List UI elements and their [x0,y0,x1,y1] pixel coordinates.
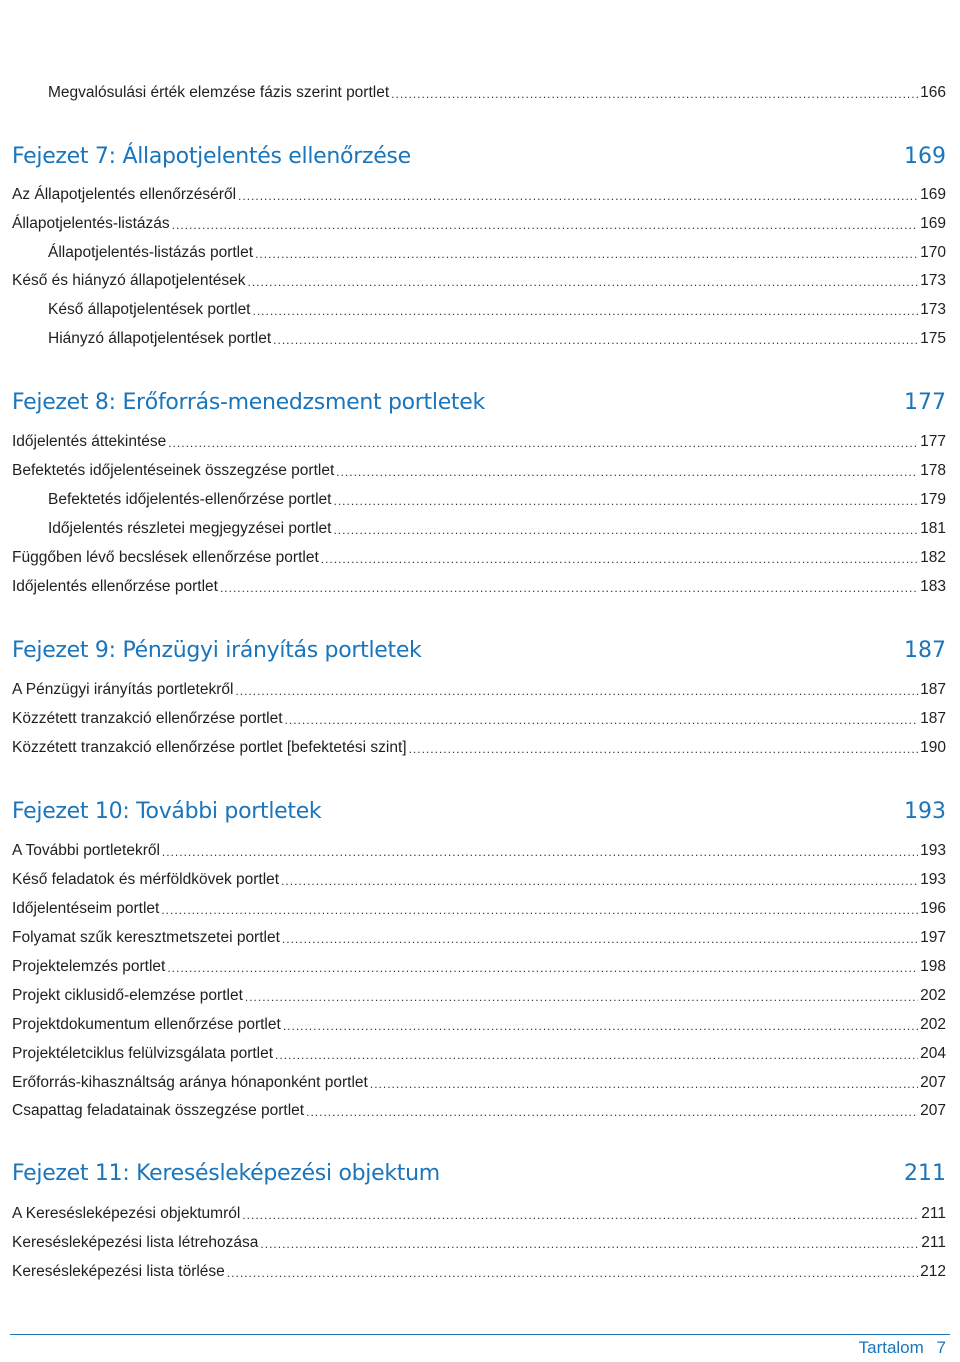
entry-title: Állapotjelentés-listázás [12,215,170,232]
entry-page-number: 170 [920,244,946,261]
entry-page-number: 211 [921,1205,946,1222]
dot-leader [391,86,918,102]
chapter-page-number: 177 [904,390,946,415]
dot-leader [172,217,918,233]
entry-page-number: 178 [920,462,946,479]
dot-leader [333,493,918,509]
dot-leader [321,551,918,567]
dot-leader [162,844,918,860]
dot-leader [281,873,918,889]
entry-page-number: 190 [920,739,946,756]
toc-entry[interactable] [12,1096,946,1120]
toc-entry[interactable] [12,266,946,290]
toc-entry[interactable] [12,180,946,204]
dot-leader [235,683,918,699]
dot-leader [273,332,918,348]
toc-entry[interactable] [12,1199,946,1223]
toc-entry[interactable] [48,78,946,102]
entry-page-number: 173 [920,301,946,318]
entry-page-number: 187 [920,710,946,727]
entry-page-number: 207 [920,1074,946,1091]
toc-entry[interactable] [12,865,946,889]
entry-title: Időjelentés ellenőrzése portlet [12,578,218,595]
entry-title: Projekt ciklusidő-elemzése portlet [12,987,243,1004]
entry-title: Időjelentéseim portlet [12,900,160,917]
entry-title: Projektéletciklus felülvizsgálata portlet [12,1045,274,1062]
chapter-page-number: 193 [904,799,946,824]
entry-title: Késő feladatok és mérföldkövek portlet [12,871,280,888]
toc-entry[interactable] [12,1257,946,1281]
toc-entry[interactable] [12,572,946,596]
entry-title: Függőben lévő becslések ellenőrzése portlet [12,549,319,566]
dot-leader [282,931,918,947]
entry-page-number: 183 [920,578,946,595]
toc-entry[interactable] [48,324,946,348]
entry-page-number: 197 [920,929,946,946]
entry-title: Csapattag feladatainak összegzése portlet [12,1102,305,1119]
toc-entry[interactable] [48,238,946,262]
entry-title: Késő állapotjelentések portlet [48,301,251,318]
dot-leader [260,1236,919,1252]
dot-leader [336,464,918,480]
toc-entry[interactable] [12,427,946,451]
toc-entry[interactable] [12,923,946,947]
toc-chapter-heading[interactable] [12,1157,946,1187]
entry-page-number: 198 [920,958,946,975]
entry-page-number: 169 [920,186,946,203]
toc-entry[interactable] [12,836,946,860]
entry-title: A További portletekről [12,842,160,859]
entry-title: Projektelemzés portlet [12,958,166,975]
entry-title: Időjelentés részletei megjegyzései portlet [48,520,332,537]
toc-entry[interactable] [12,1228,946,1252]
toc-entry[interactable] [12,543,946,567]
footer-page-number: 7 [936,1338,946,1357]
toc-entry[interactable] [12,894,946,918]
entry-title: Befektetés időjelentéseinek összegzése portlet [12,462,335,479]
footer-label: Tartalom [858,1338,924,1357]
entry-page-number: 204 [920,1045,946,1062]
dot-leader [370,1076,918,1092]
toc-entry[interactable] [48,295,946,319]
entry-page-number: 181 [920,520,946,537]
entry-title: Közzétett tranzakció ellenőrzése portlet [befektetési szint] [12,739,407,756]
dot-leader [255,246,918,262]
entry-title: Keresésleképezési lista létrehozása [12,1234,259,1251]
entry-page-number: 207 [920,1102,946,1119]
toc-entry[interactable] [12,675,946,699]
dot-leader [238,188,918,204]
entry-page-number: 193 [920,871,946,888]
dot-leader [333,522,918,538]
toc-chapter-heading[interactable] [12,634,946,664]
chapter-title: Fejezet 7: Állapotjelentés ellenőrzése [12,144,411,169]
entry-title: Állapotjelentés-listázás portlet [48,244,254,261]
toc-entry[interactable] [12,704,946,728]
page-footer [859,1338,946,1358]
dot-leader [285,712,919,728]
dot-leader [275,1047,918,1063]
entry-title: Az Állapotjelentés ellenőrzéséről [12,186,237,203]
dot-leader [253,303,919,319]
entry-title: Keresésleképezési lista törlése [12,1263,225,1280]
dot-leader [161,902,918,918]
dot-leader [306,1104,918,1120]
chapter-page-number: 187 [904,638,946,663]
toc-entry[interactable] [12,209,946,233]
toc-chapter-heading[interactable] [12,386,946,416]
entry-page-number: 179 [920,491,946,508]
chapter-title: Fejezet 9: Pénzügyi irányítás portletek [12,638,422,663]
entry-title: Hiányzó állapotjelentések portlet [48,330,272,347]
chapter-title: Fejezet 10: További portletek [12,799,322,824]
chapter-page-number: 211 [904,1161,946,1186]
entry-page-number: 175 [920,330,946,347]
toc-entry[interactable] [12,456,946,480]
dot-leader [227,1265,918,1281]
entry-page-number: 166 [920,84,946,101]
toc-entry[interactable] [12,1010,946,1034]
entry-title: Megvalósulási érték elemzése fázis szerint portlet [48,84,390,101]
dot-leader [248,274,919,290]
toc-entry[interactable] [12,981,946,1005]
dot-leader [245,989,918,1005]
entry-title: Időjelentés áttekintése [12,433,167,450]
entry-page-number: 202 [920,987,946,1004]
dot-leader [409,741,919,757]
dot-leader [220,580,918,596]
entry-page-number: 173 [920,272,946,289]
entry-title: Közzétett tranzakció ellenőrzése portlet [12,710,283,727]
chapter-title: Fejezet 8: Erőforrás-menedzsment portletek [12,390,485,415]
dot-leader [242,1207,919,1223]
entry-page-number: 196 [920,900,946,917]
dot-leader [283,1018,918,1034]
dot-leader [168,435,918,451]
toc-entry[interactable] [12,1039,946,1063]
toc-entry[interactable] [48,485,946,509]
entry-page-number: 211 [921,1234,946,1251]
chapter-page-number: 169 [904,144,946,169]
entry-title: Folyamat szűk keresztmetszetei portlet [12,929,280,946]
footer-divider [10,1334,950,1335]
toc-entry[interactable] [48,514,946,538]
entry-page-number: 193 [920,842,946,859]
entry-page-number: 177 [920,433,946,450]
entry-title: Projektdokumentum ellenőrzése portlet [12,1016,281,1033]
toc-entry[interactable] [12,952,946,976]
entry-title: Késő és hiányzó állapotjelentések [12,272,246,289]
toc-entry[interactable] [12,733,946,757]
toc-chapter-heading[interactable] [12,795,946,825]
entry-title: Erőforrás-kihasználtság aránya hónaponként portlet [12,1074,368,1091]
entry-page-number: 187 [920,681,946,698]
toc-entry[interactable] [12,1068,946,1092]
toc-chapter-heading[interactable] [12,140,946,170]
entry-page-number: 202 [920,1016,946,1033]
entry-page-number: 212 [920,1263,946,1280]
dot-leader [167,960,918,976]
entry-title: A Pénzügyi irányítás portletekről [12,681,234,698]
entry-title: A Keresésleképezési objektumról [12,1205,241,1222]
chapter-title: Fejezet 11: Keresésleképezési objektum [12,1161,440,1186]
entry-page-number: 169 [920,215,946,232]
entry-title: Befektetés időjelentés-ellenőrzése portlet [48,491,332,508]
entry-page-number: 182 [920,549,946,566]
